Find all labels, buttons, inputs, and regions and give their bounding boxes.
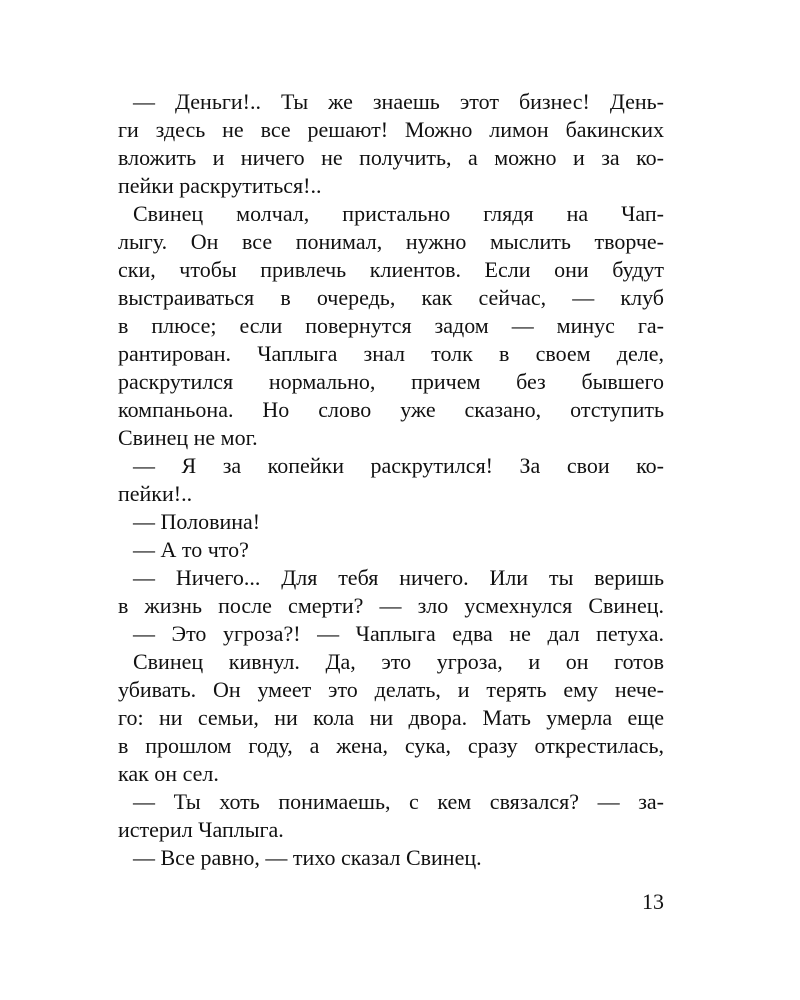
text-line: — Деньги!.. Ты же знаешь этот бизнес! День- — [133, 89, 664, 114]
text-line: — Это угроза?! — Чаплыга едва не дал петуха. — [133, 621, 664, 646]
text-line: как он сел. — [118, 761, 219, 786]
text-line: в прошлом году, а жена, сука, сразу открестилась, — [118, 733, 664, 758]
text-line: Свинец молчал, пристально глядя на Чап- — [133, 201, 664, 226]
text-line: убивать. Он умеет это делать, и терять ему нече- — [118, 677, 664, 702]
text-line: выстраиваться в очередь, как сейчас, — клуб — [118, 285, 664, 310]
text-line: Свинец не мог. — [118, 425, 258, 450]
text-line: раскрутился нормально, причем без бывшего — [118, 369, 664, 394]
text-line: го: ни семьи, ни кола ни двора. Мать умерла еще — [118, 705, 664, 730]
text-line: пейки раскрутиться!.. — [118, 173, 322, 198]
page-number: 13 — [642, 889, 664, 914]
text-line: вложить и ничего не получить, а можно и за ко- — [118, 145, 664, 170]
text-line: — А то что? — [133, 537, 249, 562]
text-line: — Ты хоть понимаешь, с кем связался? — за- — [133, 789, 664, 814]
text-line: — Ничего... Для тебя ничего. Или ты веришь — [133, 565, 664, 590]
text-line: в плюсе; если повернутся задом — минус га- — [118, 313, 664, 338]
text-line: — Все равно, — тихо сказал Свинец. — [133, 845, 482, 870]
text-line: компаньона. Но слово уже сказано, отступить — [118, 397, 664, 422]
text-line: ски, чтобы привлечь клиентов. Если они будут — [118, 257, 664, 282]
text-line: лыгу. Он все понимал, нужно мыслить творче- — [118, 229, 664, 254]
text-line: в жизнь после смерти? — зло усмехнулся Свинец. — [118, 593, 664, 618]
text-line: истерил Чаплыга. — [118, 817, 284, 842]
text-line: — Я за копейки раскрутился! За свои ко- — [133, 453, 664, 478]
text-line: Свинец кивнул. Да, это угроза, и он готов — [133, 649, 664, 674]
text-line: рантирован. Чаплыга знал толк в своем деле, — [118, 341, 664, 366]
text-line: — Половина! — [133, 509, 261, 534]
text-line: ги здесь не все решают! Можно лимон бакинских — [118, 117, 664, 142]
text-line: пейки!.. — [118, 481, 193, 506]
